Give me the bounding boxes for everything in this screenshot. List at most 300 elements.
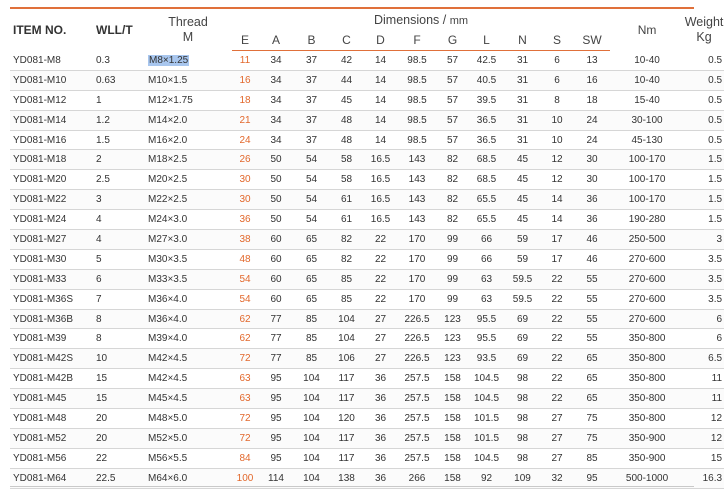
cell-wt: 6	[684, 329, 724, 349]
table-row	[10, 230, 724, 250]
cell-c: 82	[329, 249, 364, 269]
cell-nm: 100-170	[610, 150, 684, 170]
cell-f: 226.5	[397, 329, 437, 349]
table-row	[10, 170, 724, 190]
cell-nm: 45-130	[610, 130, 684, 150]
cell-d: 14	[364, 51, 397, 71]
cell-e: 30	[232, 170, 258, 190]
cell-l: 101.5	[468, 409, 505, 429]
cell-n: 98	[505, 369, 540, 389]
cell-f: 257.5	[397, 369, 437, 389]
cell-d: 16.5	[364, 190, 397, 210]
cell-item: YD081-M42B	[10, 369, 96, 389]
cell-a: 34	[258, 70, 294, 90]
cell-d: 36	[364, 389, 397, 409]
cell-item: YD081-M10	[10, 70, 96, 90]
cell-a: 34	[258, 110, 294, 130]
header-weight-line2: Kg	[696, 30, 712, 45]
cell-c: 117	[329, 369, 364, 389]
cell-a: 60	[258, 269, 294, 289]
cell-e: 11	[232, 51, 258, 71]
cell-l: 104.5	[468, 448, 505, 468]
cell-wt: 0.5	[684, 90, 724, 110]
cell-item: YD081-M39	[10, 329, 96, 349]
cell-g: 82	[437, 150, 468, 170]
cell-d: 36	[364, 428, 397, 448]
bottom-rule	[10, 486, 694, 487]
cell-c: 104	[329, 329, 364, 349]
cell-f: 257.5	[397, 428, 437, 448]
table-row	[10, 428, 724, 448]
cell-c: 61	[329, 210, 364, 230]
cell-e: 62	[232, 309, 258, 329]
cell-c: 138	[329, 468, 364, 488]
cell-sw: 24	[574, 110, 610, 130]
cell-l: 66	[468, 230, 505, 250]
cell-thread: M36×4.0	[144, 309, 232, 329]
cell-sw: 30	[574, 150, 610, 170]
cell-sw: 55	[574, 309, 610, 329]
cell-b: 85	[294, 309, 329, 329]
cell-l: 95.5	[468, 329, 505, 349]
cell-c: 117	[329, 428, 364, 448]
cell-b: 85	[294, 329, 329, 349]
cell-a: 34	[258, 130, 294, 150]
cell-thread: M30×3.5	[144, 249, 232, 269]
cell-f: 98.5	[397, 51, 437, 71]
cell-item: YD081-M24	[10, 210, 96, 230]
cell-c: 61	[329, 190, 364, 210]
header-weight-line1: Weight	[684, 15, 724, 30]
cell-s: 22	[540, 289, 574, 309]
cell-a: 95	[258, 369, 294, 389]
cell-a: 77	[258, 329, 294, 349]
cell-d: 14	[364, 90, 397, 110]
cell-wll: 8	[96, 309, 144, 329]
cell-f: 143	[397, 190, 437, 210]
cell-sw: 55	[574, 269, 610, 289]
cell-d: 22	[364, 230, 397, 250]
cell-sw: 18	[574, 90, 610, 110]
cell-e: 16	[232, 70, 258, 90]
header-col-d: D	[364, 30, 397, 51]
cell-nm: 350-900	[610, 448, 684, 468]
cell-nm: 10-40	[610, 51, 684, 71]
cell-c: 85	[329, 289, 364, 309]
cell-nm: 270-600	[610, 309, 684, 329]
cell-item: YD081-M8	[10, 51, 96, 71]
cell-b: 54	[294, 190, 329, 210]
cell-e: 100	[232, 468, 258, 488]
cell-sw: 16	[574, 70, 610, 90]
cell-item: YD081-M64	[10, 468, 96, 488]
cell-f: 143	[397, 170, 437, 190]
cell-e: 63	[232, 369, 258, 389]
cell-wt: 0.5	[684, 51, 724, 71]
cell-c: 104	[329, 309, 364, 329]
cell-n: 69	[505, 349, 540, 369]
cell-e: 72	[232, 409, 258, 429]
cell-thread: M36×4.0	[144, 289, 232, 309]
cell-wll: 20	[96, 409, 144, 429]
table-row	[10, 448, 724, 468]
cell-nm: 250-500	[610, 230, 684, 250]
cell-thread: M64×6.0	[144, 468, 232, 488]
cell-wt: 6.5	[684, 349, 724, 369]
cell-c: 48	[329, 110, 364, 130]
cell-wll: 1	[96, 90, 144, 110]
cell-s: 8	[540, 90, 574, 110]
cell-wll: 1.2	[96, 110, 144, 130]
cell-wll: 10	[96, 349, 144, 369]
cell-g: 99	[437, 289, 468, 309]
cell-a: 114	[258, 468, 294, 488]
cell-s: 6	[540, 70, 574, 90]
cell-d: 14	[364, 130, 397, 150]
cell-c: 42	[329, 51, 364, 71]
cell-item: YD081-M48	[10, 409, 96, 429]
cell-n: 98	[505, 448, 540, 468]
cell-s: 27	[540, 428, 574, 448]
cell-s: 17	[540, 249, 574, 269]
cell-g: 82	[437, 210, 468, 230]
cell-a: 50	[258, 170, 294, 190]
cell-a: 95	[258, 448, 294, 468]
cell-l: 66	[468, 249, 505, 269]
cell-l: 101.5	[468, 428, 505, 448]
cell-l: 68.5	[468, 170, 505, 190]
cell-g: 158	[437, 468, 468, 488]
cell-d: 36	[364, 468, 397, 488]
cell-g: 123	[437, 309, 468, 329]
cell-a: 95	[258, 409, 294, 429]
cell-thread: M16×2.0	[144, 130, 232, 150]
table-header	[10, 10, 724, 51]
cell-b: 104	[294, 448, 329, 468]
cell-s: 22	[540, 389, 574, 409]
cell-wll: 3	[96, 190, 144, 210]
cell-item: YD081-M27	[10, 230, 96, 250]
cell-nm: 15-40	[610, 90, 684, 110]
cell-nm: 350-800	[610, 349, 684, 369]
cell-wt: 6	[684, 309, 724, 329]
cell-item: YD081-M22	[10, 190, 96, 210]
cell-a: 60	[258, 230, 294, 250]
cell-a: 50	[258, 150, 294, 170]
cell-g: 82	[437, 190, 468, 210]
cell-b: 104	[294, 428, 329, 448]
cell-wt: 0.5	[684, 130, 724, 150]
cell-f: 170	[397, 230, 437, 250]
table-row	[10, 289, 724, 309]
cell-g: 158	[437, 448, 468, 468]
cell-wll: 22.5	[96, 468, 144, 488]
cell-l: 40.5	[468, 70, 505, 90]
cell-wt: 1.5	[684, 150, 724, 170]
cell-wt: 11	[684, 369, 724, 389]
cell-c: 120	[329, 409, 364, 429]
header-item-no: ITEM NO.	[13, 23, 67, 38]
table-row	[10, 51, 724, 71]
cell-c: 82	[329, 230, 364, 250]
cell-g: 57	[437, 51, 468, 71]
header-dimensions-label: Dimensions /	[373, 13, 447, 27]
cell-sw: 36	[574, 210, 610, 230]
cell-c: 58	[329, 170, 364, 190]
cell-wll: 4	[96, 210, 144, 230]
cell-nm: 270-600	[610, 269, 684, 289]
cell-b: 54	[294, 210, 329, 230]
cell-c: 117	[329, 448, 364, 468]
cell-wt: 0.5	[684, 110, 724, 130]
cell-b: 65	[294, 230, 329, 250]
cell-sw: 30	[574, 170, 610, 190]
cell-s: 27	[540, 409, 574, 429]
cell-a: 77	[258, 349, 294, 369]
top-rule	[10, 7, 694, 9]
header-col-g: G	[437, 30, 468, 51]
selected-text[interactable]: M8×1.25	[149, 54, 189, 66]
cell-nm: 30-100	[610, 110, 684, 130]
cell-wll: 6	[96, 269, 144, 289]
cell-n: 31	[505, 70, 540, 90]
cell-l: 39.5	[468, 90, 505, 110]
cell-a: 50	[258, 210, 294, 230]
cell-wt: 3	[684, 230, 724, 250]
cell-item: YD081-M14	[10, 110, 96, 130]
header-col-a: A	[258, 30, 294, 51]
cell-n: 31	[505, 90, 540, 110]
table-row	[10, 249, 724, 269]
cell-c: 45	[329, 90, 364, 110]
cell-s: 22	[540, 369, 574, 389]
table-body	[10, 51, 724, 489]
cell-wll: 0.63	[96, 70, 144, 90]
cell-n: 45	[505, 210, 540, 230]
cell-g: 57	[437, 130, 468, 150]
cell-thread: M48×5.0	[144, 409, 232, 429]
cell-b: 37	[294, 70, 329, 90]
cell-b: 54	[294, 170, 329, 190]
cell-s: 10	[540, 110, 574, 130]
cell-s: 32	[540, 468, 574, 488]
cell-sw: 95	[574, 468, 610, 488]
cell-nm: 100-170	[610, 170, 684, 190]
cell-wll: 4	[96, 230, 144, 250]
cell-b: 65	[294, 289, 329, 309]
cell-a: 50	[258, 190, 294, 210]
header-dimensions	[232, 10, 610, 30]
cell-item: YD081-M42S	[10, 349, 96, 369]
header-thread-line2: M	[182, 30, 194, 45]
cell-c: 58	[329, 150, 364, 170]
cell-wt: 3.5	[684, 249, 724, 269]
table-row	[10, 269, 724, 289]
cell-s: 12	[540, 170, 574, 190]
table-row	[10, 190, 724, 210]
cell-g: 123	[437, 329, 468, 349]
cell-thread: M45×4.5	[144, 389, 232, 409]
cell-item: YD081-M45	[10, 389, 96, 409]
cell-wt: 1.5	[684, 210, 724, 230]
cell-item: YD081-M56	[10, 448, 96, 468]
cell-wt: 3.5	[684, 289, 724, 309]
cell-item: YD081-M16	[10, 130, 96, 150]
cell-f: 98.5	[397, 90, 437, 110]
cell-s: 22	[540, 349, 574, 369]
cell-c: 106	[329, 349, 364, 369]
cell-l: 63	[468, 289, 505, 309]
cell-l: 104.5	[468, 389, 505, 409]
cell-d: 36	[364, 369, 397, 389]
cell-g: 158	[437, 409, 468, 429]
cell-thread: M22×2.5	[144, 190, 232, 210]
cell-e: 84	[232, 448, 258, 468]
cell-e: 48	[232, 249, 258, 269]
cell-s: 27	[540, 448, 574, 468]
cell-item: YD081-M52	[10, 428, 96, 448]
cell-s: 14	[540, 190, 574, 210]
header-col-s: S	[540, 30, 574, 51]
cell-nm: 350-800	[610, 369, 684, 389]
cell-wll: 7	[96, 289, 144, 309]
cell-l: 65.5	[468, 210, 505, 230]
table-row	[10, 329, 724, 349]
cell-item: YD081-M36B	[10, 309, 96, 329]
cell-b: 104	[294, 409, 329, 429]
cell-n: 59.5	[505, 289, 540, 309]
cell-g: 99	[437, 269, 468, 289]
cell-d: 36	[364, 448, 397, 468]
cell-l: 63	[468, 269, 505, 289]
cell-l: 93.5	[468, 349, 505, 369]
cell-f: 98.5	[397, 110, 437, 130]
cell-e: 54	[232, 269, 258, 289]
table-row	[10, 70, 724, 90]
cell-n: 59	[505, 230, 540, 250]
cell-sw: 65	[574, 369, 610, 389]
cell-thread: M52×5.0	[144, 428, 232, 448]
cell-s: 12	[540, 150, 574, 170]
cell-wll: 8	[96, 329, 144, 349]
cell-nm: 350-800	[610, 329, 684, 349]
cell-e: 18	[232, 90, 258, 110]
cell-sw: 13	[574, 51, 610, 71]
cell-n: 59.5	[505, 269, 540, 289]
cell-thread: M33×3.5	[144, 269, 232, 289]
cell-e: 54	[232, 289, 258, 309]
cell-b: 54	[294, 150, 329, 170]
header-weight	[684, 10, 724, 51]
cell-e: 72	[232, 349, 258, 369]
cell-s: 6	[540, 51, 574, 71]
cell-d: 22	[364, 249, 397, 269]
cell-b: 104	[294, 468, 329, 488]
cell-sw: 24	[574, 130, 610, 150]
cell-c: 48	[329, 130, 364, 150]
cell-sw: 55	[574, 289, 610, 309]
cell-thread: M42×4.5	[144, 349, 232, 369]
cell-item: YD081-M12	[10, 90, 96, 110]
cell-d: 27	[364, 309, 397, 329]
cell-nm: 190-280	[610, 210, 684, 230]
cell-l: 36.5	[468, 130, 505, 150]
cell-g: 123	[437, 349, 468, 369]
cell-sw: 46	[574, 230, 610, 250]
cell-sw: 85	[574, 448, 610, 468]
cell-n: 45	[505, 150, 540, 170]
cell-f: 257.5	[397, 389, 437, 409]
cell-n: 59	[505, 249, 540, 269]
cell-d: 22	[364, 289, 397, 309]
spec-table	[10, 10, 724, 489]
table-row	[10, 409, 724, 429]
cell-e: 30	[232, 190, 258, 210]
cell-n: 31	[505, 130, 540, 150]
cell-f: 226.5	[397, 309, 437, 329]
cell-thread	[144, 51, 232, 71]
cell-e: 36	[232, 210, 258, 230]
cell-e: 62	[232, 329, 258, 349]
cell-wt: 3.5	[684, 269, 724, 289]
cell-n: 45	[505, 170, 540, 190]
cell-d: 14	[364, 110, 397, 130]
header-col-c: C	[329, 30, 364, 51]
cell-sw: 75	[574, 409, 610, 429]
cell-wll: 15	[96, 389, 144, 409]
cell-a: 95	[258, 389, 294, 409]
cell-d: 16.5	[364, 210, 397, 230]
cell-a: 60	[258, 289, 294, 309]
cell-d: 14	[364, 70, 397, 90]
cell-nm: 350-800	[610, 389, 684, 409]
cell-e: 26	[232, 150, 258, 170]
cell-thread: M39×4.0	[144, 329, 232, 349]
cell-b: 37	[294, 110, 329, 130]
cell-n: 45	[505, 190, 540, 210]
header-col-l: L	[468, 30, 505, 51]
cell-sw: 55	[574, 329, 610, 349]
cell-nm: 10-40	[610, 70, 684, 90]
cell-g: 99	[437, 230, 468, 250]
table-row	[10, 210, 724, 230]
cell-s: 17	[540, 230, 574, 250]
cell-sw: 36	[574, 190, 610, 210]
cell-wt: 12	[684, 409, 724, 429]
cell-f: 170	[397, 289, 437, 309]
cell-wll: 2.5	[96, 170, 144, 190]
cell-a: 60	[258, 249, 294, 269]
cell-thread: M20×2.5	[144, 170, 232, 190]
cell-n: 31	[505, 110, 540, 130]
cell-b: 37	[294, 130, 329, 150]
cell-d: 27	[364, 329, 397, 349]
table-row	[10, 369, 724, 389]
cell-wll: 22	[96, 448, 144, 468]
cell-item: YD081-M36S	[10, 289, 96, 309]
table-row	[10, 130, 724, 150]
header-thread	[144, 10, 232, 51]
cell-s: 22	[540, 269, 574, 289]
cell-l: 104.5	[468, 369, 505, 389]
cell-wt: 16.3	[684, 468, 724, 488]
cell-d: 16.5	[364, 170, 397, 190]
cell-g: 99	[437, 249, 468, 269]
cell-wt: 1.5	[684, 170, 724, 190]
cell-s: 10	[540, 130, 574, 150]
cell-n: 31	[505, 51, 540, 71]
cell-thread: M56×5.5	[144, 448, 232, 468]
